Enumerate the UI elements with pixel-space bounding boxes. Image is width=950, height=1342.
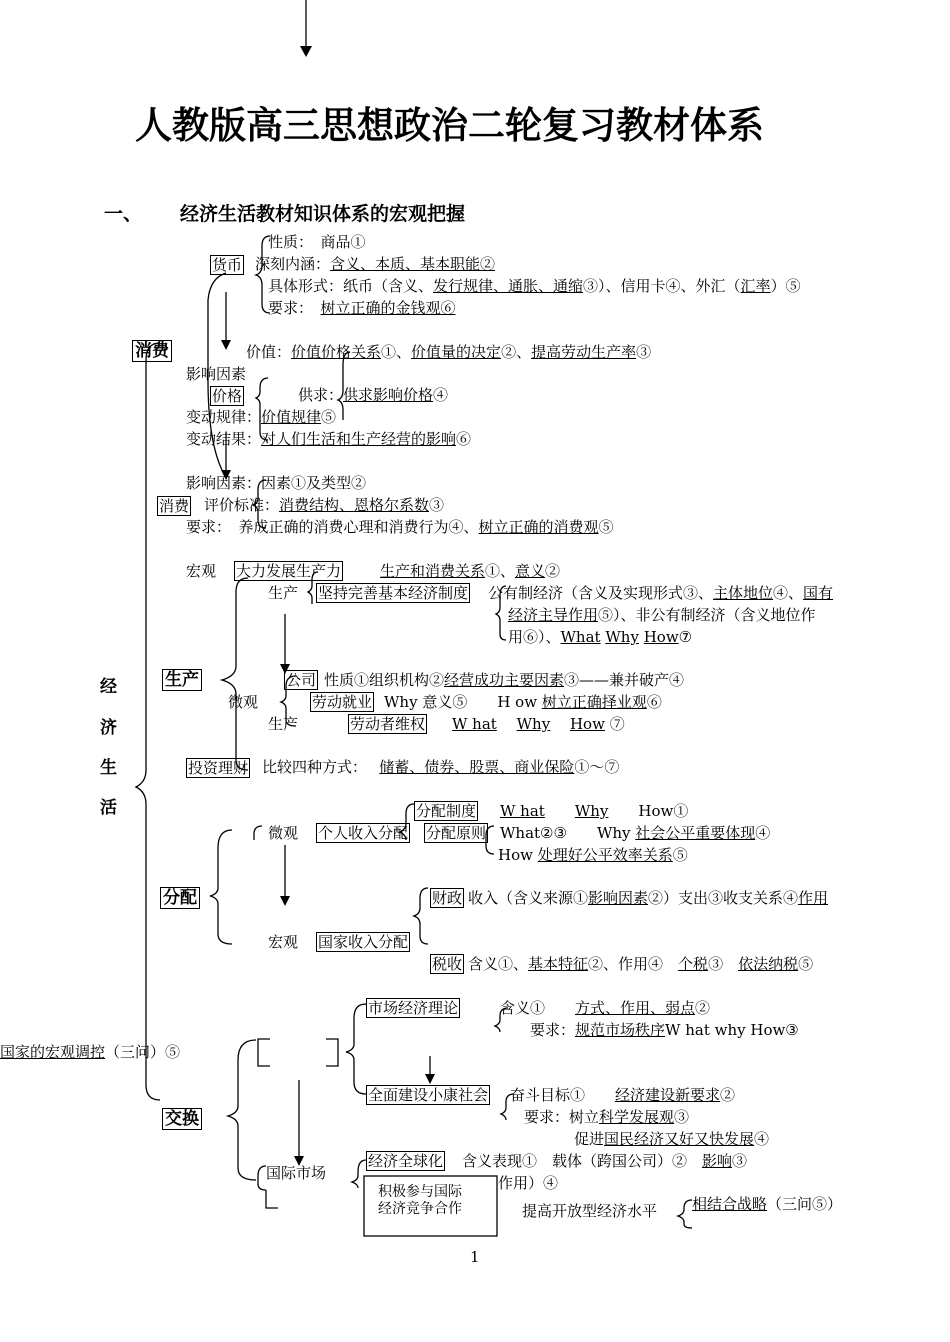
personal-income-box: 个人收入分配 <box>318 824 409 842</box>
market-theory-line: 含义① 方式、作用、弱点② <box>500 999 711 1017</box>
distribution-principle-how-line: How 处理好公平效率关系⑤ <box>498 846 688 864</box>
develop-relation-line: 生产和消费关系①、意义② <box>380 562 561 580</box>
worker-rights-box: 劳动者维权 <box>350 715 426 733</box>
currency-deep-line: 深刻内涵：含义、本质、基本职能② <box>255 255 496 273</box>
macro-control-line: 国家的宏观调控（三问）⑤ <box>0 1043 181 1061</box>
basic-system-box: 坚持完善基本经济制度 <box>318 584 469 602</box>
company-line: 性质①组织机构②经营成功主要因素③——兼并破产④ <box>324 671 685 689</box>
investment-line: 比较四种方式： 储蓄、债券、股票、商业保险①～⑦ <box>262 758 620 776</box>
labor-box: 劳动就业 <box>312 693 373 711</box>
distribution-system-box: 分配制度 <box>416 802 477 820</box>
develop-productivity-box: 大力发展生产力 <box>236 562 342 580</box>
distribution-principle-line: What②③ Why 社会公平重要体现④ <box>500 824 771 842</box>
finance-line: 收入（含义来源①影响因素②）支出③收支关系④作用 <box>468 889 829 907</box>
price-value-line: 价值：价值价格关系①、价值量的决定②、提高劳动生产率③ <box>246 343 652 361</box>
combine-strategy-line: 相结合战略（三问⑤） <box>692 1195 843 1213</box>
currency-requirement-line: 要求： 树立正确的金钱观⑥ <box>268 299 456 317</box>
vertical-label-char: 生 <box>100 758 117 778</box>
production-sub-label-2: 生产 <box>268 715 299 733</box>
xiaokang-goal-line: 奋斗目标① 经济建设新要求② <box>510 1086 736 1104</box>
company-box: 公司 <box>286 671 317 689</box>
vertical-label-char: 经 <box>100 677 117 697</box>
basic-system-line2: 经济主导作用⑤）、非公有制经济（含义地位作 <box>508 606 816 624</box>
globalization-box: 经济全球化 <box>368 1152 444 1170</box>
consume-requirement-line: 要求： 养成正确的消费心理和消费行为④、树立正确的消费观⑤ <box>186 518 614 536</box>
distribution-micro-label: 微观 <box>268 824 299 842</box>
tax-line: 含义①、基本特征②、作用④ 个税③ 依法纳税⑤ <box>468 955 814 973</box>
vertical-label-char: 活 <box>100 798 117 818</box>
currency-box: 货币 <box>212 256 243 274</box>
distribution-principle-box: 分配原则 <box>426 824 487 842</box>
category-consumption: 消费 <box>132 340 172 362</box>
currency-nature: 性质： 商品① <box>268 233 366 251</box>
price-result-line: 变动结果：对人们生活和生产经营的影响⑥ <box>186 430 472 448</box>
basic-system-line1: 公有制经济（含义及实现形式③、主体地位④、国有 <box>488 584 834 602</box>
category-exchange: 交换 <box>162 1108 202 1130</box>
globalization-role-fragment: 作用）④ <box>498 1174 559 1192</box>
price-law-line: 变动规律：价值规律⑤ <box>186 408 337 426</box>
market-theory-box: 市场经济理论 <box>368 999 459 1017</box>
consume-box: 消费 <box>159 497 190 515</box>
production-macro-label: 宏观 <box>186 562 217 580</box>
xiaokang-requirement-line: 要求：树立科学发展观③ <box>524 1108 690 1126</box>
consume-eval-line: 评价标准：消费结构、恩格尔系数③ <box>204 496 445 514</box>
category-distribution: 分配 <box>160 887 200 909</box>
international-market-label: 国际市场 <box>266 1164 327 1182</box>
tax-box: 税收 <box>432 955 463 973</box>
vertical-label-char: 济 <box>100 718 117 738</box>
page-number: 1 <box>470 1248 480 1266</box>
document-title: 人教版高三思想政治二轮复习教材体系 <box>135 104 764 147</box>
distribution-macro-label: 宏观 <box>268 933 299 951</box>
currency-forms-line: 具体形式：纸币（含义、发行规律、通胀、通缩③）、信用卡④、外汇（汇率）⑤ <box>268 277 801 295</box>
distribution-system-line: W hat Why How① <box>500 802 689 820</box>
section-heading: 经济生活教材知识体系的宏观把握 <box>180 203 466 225</box>
market-requirement-line: 要求：规范市场秩序W hat why How③ <box>530 1021 799 1039</box>
compete-cooperate-line2: 经济竞争合作 <box>378 1201 462 1217</box>
price-supply-line: 供求：供求影响价格④ <box>298 386 449 404</box>
labor-line: Why 意义⑤ H ow 树立正确择业观⑥ <box>384 693 662 711</box>
national-income-box: 国家收入分配 <box>318 933 409 951</box>
investment-box: 投资理财 <box>188 759 249 777</box>
production-micro-label: 微观 <box>228 693 259 711</box>
worker-rights-line: W hat Why How ⑦ <box>452 715 625 733</box>
xiaokang-box: 全面建设小康社会 <box>368 1086 489 1104</box>
price-factors-label: 影响因素 <box>186 365 247 383</box>
production-sub-label: 生产 <box>268 584 299 602</box>
xiaokang-promote-line: 促进国民经济又好又快发展④ <box>574 1130 770 1148</box>
basic-system-line3: 用⑥）、What Why How⑦ <box>508 628 693 646</box>
open-economy-level: 提高开放型经济水平 <box>522 1202 658 1220</box>
section-number: 一、 <box>104 203 143 225</box>
category-production: 生产 <box>162 669 202 691</box>
price-box: 价格 <box>212 387 243 405</box>
finance-box: 财政 <box>432 889 463 907</box>
compete-cooperate-line1: 积极参与国际 <box>378 1184 462 1200</box>
globalization-line: 含义表现① 载体（跨国公司）② 影响③ <box>462 1152 748 1170</box>
consume-factors-line: 影响因素：因素①及类型② <box>186 474 367 492</box>
